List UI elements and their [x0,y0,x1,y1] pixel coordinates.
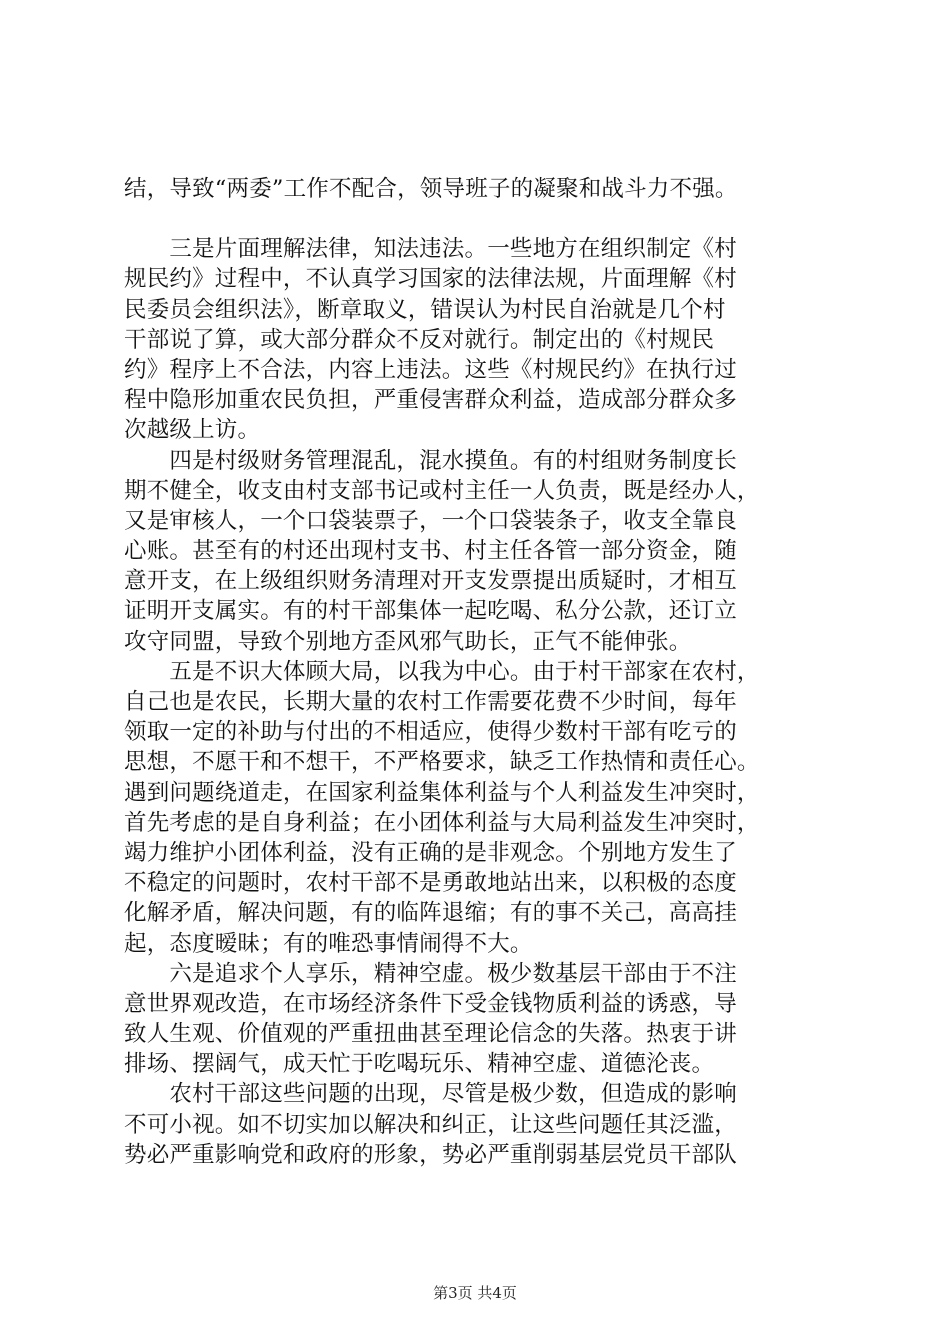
text-line: 思想，不愿干和不想干，不严格要求，缺乏工作热情和责任心。 [124,749,760,776]
text-line: 竭力维护小团体利益，没有正确的是非观念。个别地方发生了 [124,839,737,866]
paragraph-four [124,446,840,657]
text-line: 起，态度暧昧；有的唯恐事情闹得不大。 [124,930,533,957]
text-line: 规民约》过程中，不认真学习国家的法律法规，片面理解《村 [124,266,737,293]
text-line: 期不健全，收支由村支部书记或村主任一人负责，既是经办人， [124,477,760,504]
paragraph-three [124,234,840,445]
text-line: 次越级上访。 [124,417,261,444]
text-line: 不稳定的问题时，农村干部不是勇敢地站出来，以积极的态度 [124,870,737,897]
text-line: 干部说了算，或大部分群众不反对就行。制定出的《村规民 [124,326,715,353]
text-line: 五是不识大体顾大局，以我为中心。由于村干部家在农村， [124,658,760,685]
document-body [124,174,840,1170]
text-line: 程中隐形加重农民负担，严重侵害群众利益，造成部分群众多 [124,387,737,414]
text-line: 结，导致“两委”工作不配合，领导班子的凝聚和战斗力不强。 [124,176,738,202]
text-line: 六是追求个人享乐，精神空虚。极少数基层干部由于不注 [124,960,737,987]
text-line: 不可小视。如不切实加以解决和纠正，让这些问题任其泛滥， [124,1111,737,1138]
text-line: 农村干部这些问题的出现，尽管是极少数，但造成的影响 [124,1081,737,1108]
text-line: 遇到问题绕道走，在国家利益集体利益与个人利益发生冲突时， [124,779,760,806]
text-line: 领取一定的补助与付出的不相适应，使得少数村干部有吃亏的 [124,719,737,746]
text-line: 势必严重影响党和政府的形象，势必严重削弱基层党员干部队 [124,1141,737,1168]
text-line: 首先考虑的是自身利益；在小团体利益与大局利益发生冲突时， [124,809,760,836]
text-line: 意世界观改造，在市场经济条件下受金钱物质利益的诱惑，导 [124,990,737,1017]
text-line: 化解矛盾，解决问题，有的临阵退缩；有的事不关己，高高挂 [124,900,737,927]
text-line: 四是村级财务管理混乱，混水摸鱼。有的村组财务制度长 [124,447,737,474]
paragraph-five [124,657,840,959]
paragraph-gap [124,204,840,234]
paragraph-six [124,959,840,1080]
text-line: 排场、摆阔气，成天忙于吃喝玩乐、精神空虚、道德沦丧。 [124,1051,715,1078]
text-line: 心账。甚至有的村还出现村支书、村主任各管一部分资金，随 [124,538,737,565]
text-line: 民委员会组织法》，断章取义，错误认为村民自治就是几个村 [124,296,726,323]
text-line: 自己也是农民，长期大量的农村工作需要花费不少时间，每年 [124,689,737,715]
text-line: 约》程序上不合法，内容上违法。这些《村规民约》在执行过 [124,356,737,383]
paragraph-conclusion [124,1079,840,1170]
text-line: 又是审核人，一个口袋装票子，一个口袋装条子，收支全靠良 [124,507,737,534]
text-line: 攻守同盟，导致个别地方歪风邪气助长，正气不能伸张。 [124,628,692,655]
text-line: 证明开支属实。有的村干部集体一起吃喝、私分公款，还订立 [124,598,737,625]
text-line: 意开支，在上级组织财务清理对开支发票提出质疑时，才相互 [124,568,737,595]
text-line: 致人生观、价值观的严重扭曲甚至理论信念的失落。热衷于讲 [124,1021,737,1048]
text-line: 三是片面理解法律，知法违法。一些地方在组织制定《村 [124,236,737,263]
page-number-footer: 第3页 共4页 [433,1284,517,1302]
